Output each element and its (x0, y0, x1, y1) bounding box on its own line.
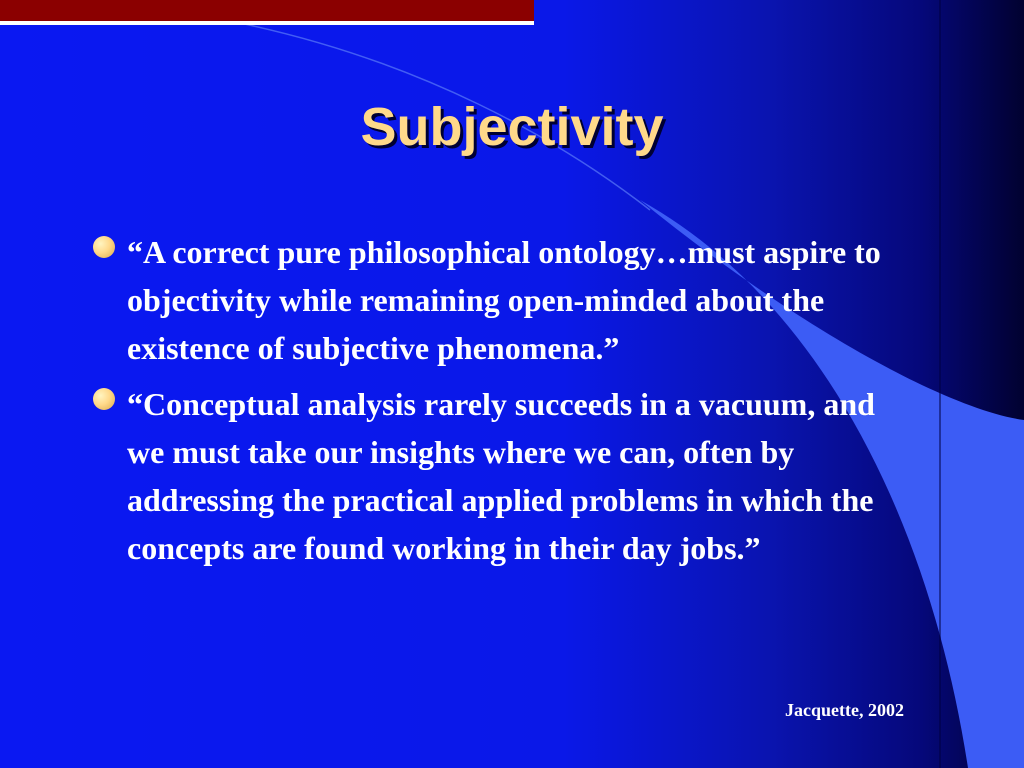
bullet-list (90, 228, 920, 580)
bullet-dot-icon (93, 388, 115, 410)
bullet-item-2 (90, 380, 920, 572)
top-accent-bar (0, 0, 534, 25)
bullet-text: “A correct pure philosophical ontology…must aspire to objectivity while remaining open-minded about the existence of subjective phenomena.” (127, 234, 881, 366)
bullet-item-1 (90, 228, 920, 372)
bullet-dot-icon (93, 236, 115, 258)
bullet-text: “Conceptual analysis rarely succeeds in a vacuum, and we must take our insights where we can, often by addressing the practical applied problems in which the concepts are found working in their day jobs.” (127, 386, 875, 566)
slide-title: Subjectivity (360, 97, 664, 157)
citation: Jacquette, 2002 (785, 700, 904, 720)
